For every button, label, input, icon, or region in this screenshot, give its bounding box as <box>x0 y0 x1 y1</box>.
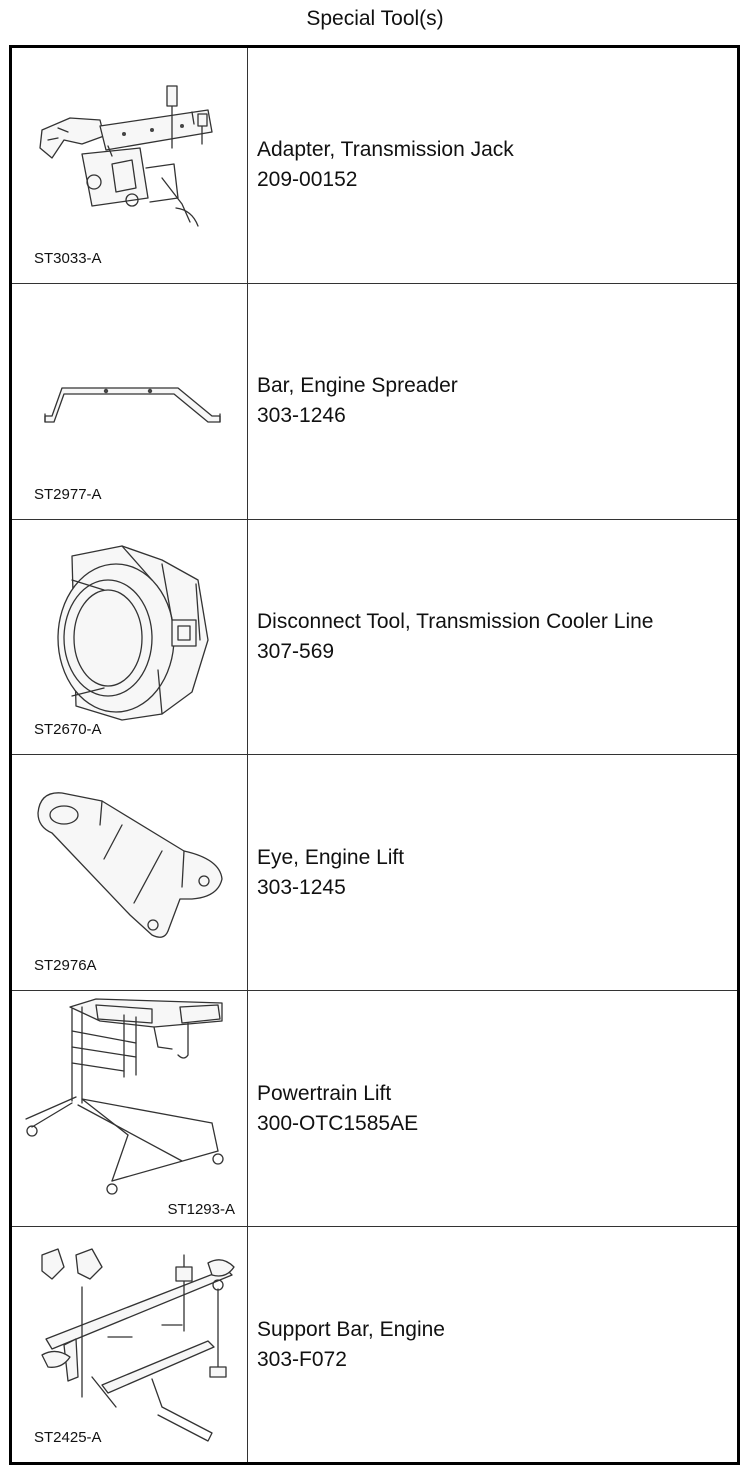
table-row <box>12 283 737 519</box>
tool-code: ST3033-A <box>34 249 102 267</box>
table-row <box>12 990 737 1226</box>
tool-illustration-cell <box>12 755 248 990</box>
tool-description <box>248 520 737 755</box>
tool-illustration-cell <box>12 1227 248 1462</box>
special-tools-table <box>9 45 740 1465</box>
engine-lift-eye-illustration <box>12 755 248 990</box>
powertrain-lift-illustration <box>12 991 248 1226</box>
engine-spreader-bar-illustration <box>12 284 248 519</box>
tool-name: Powertrain Lift <box>257 1081 392 1105</box>
table-row <box>12 754 737 990</box>
tool-number: 303-F072 <box>257 1347 347 1371</box>
tool-illustration-cell <box>12 520 248 755</box>
tool-illustration-cell <box>12 284 248 519</box>
tool-description <box>248 48 737 283</box>
tool-number: 307-569 <box>257 640 335 664</box>
tool-code: ST2976A <box>34 957 97 975</box>
table-row <box>12 48 737 283</box>
tool-name: Eye, Engine Lift <box>257 845 405 869</box>
tool-number: 300-OTC1585AE <box>257 1111 419 1135</box>
tool-name: Bar, Engine Spreader <box>257 374 458 398</box>
tool-code: ST2670-A <box>34 721 102 739</box>
table-row <box>12 519 737 755</box>
tool-code: ST2977-A <box>34 485 102 503</box>
tool-number: 209-00152 <box>257 168 358 192</box>
tool-description <box>248 284 737 519</box>
transmission-jack-adapter-illustration <box>12 48 248 283</box>
tool-description <box>248 991 737 1226</box>
tool-name: Adapter, Transmission Jack <box>257 138 514 162</box>
tool-code: ST2425-A <box>34 1428 102 1446</box>
tool-description <box>248 1227 737 1462</box>
tool-illustration-cell <box>12 991 248 1226</box>
tool-number: 303-1246 <box>257 404 346 428</box>
tool-description <box>248 755 737 990</box>
disconnect-tool-illustration <box>12 520 248 755</box>
engine-support-bar-illustration <box>12 1227 248 1462</box>
tool-name: Support Bar, Engine <box>257 1317 445 1341</box>
tool-code: ST1293-A <box>167 1201 235 1219</box>
tool-illustration-cell <box>12 48 248 283</box>
table-row <box>12 1226 737 1462</box>
tool-name: Disconnect Tool, Transmission Cooler Line <box>257 610 654 634</box>
tool-number: 303-1245 <box>257 875 346 899</box>
page-title: Special Tool(s) <box>306 7 444 30</box>
